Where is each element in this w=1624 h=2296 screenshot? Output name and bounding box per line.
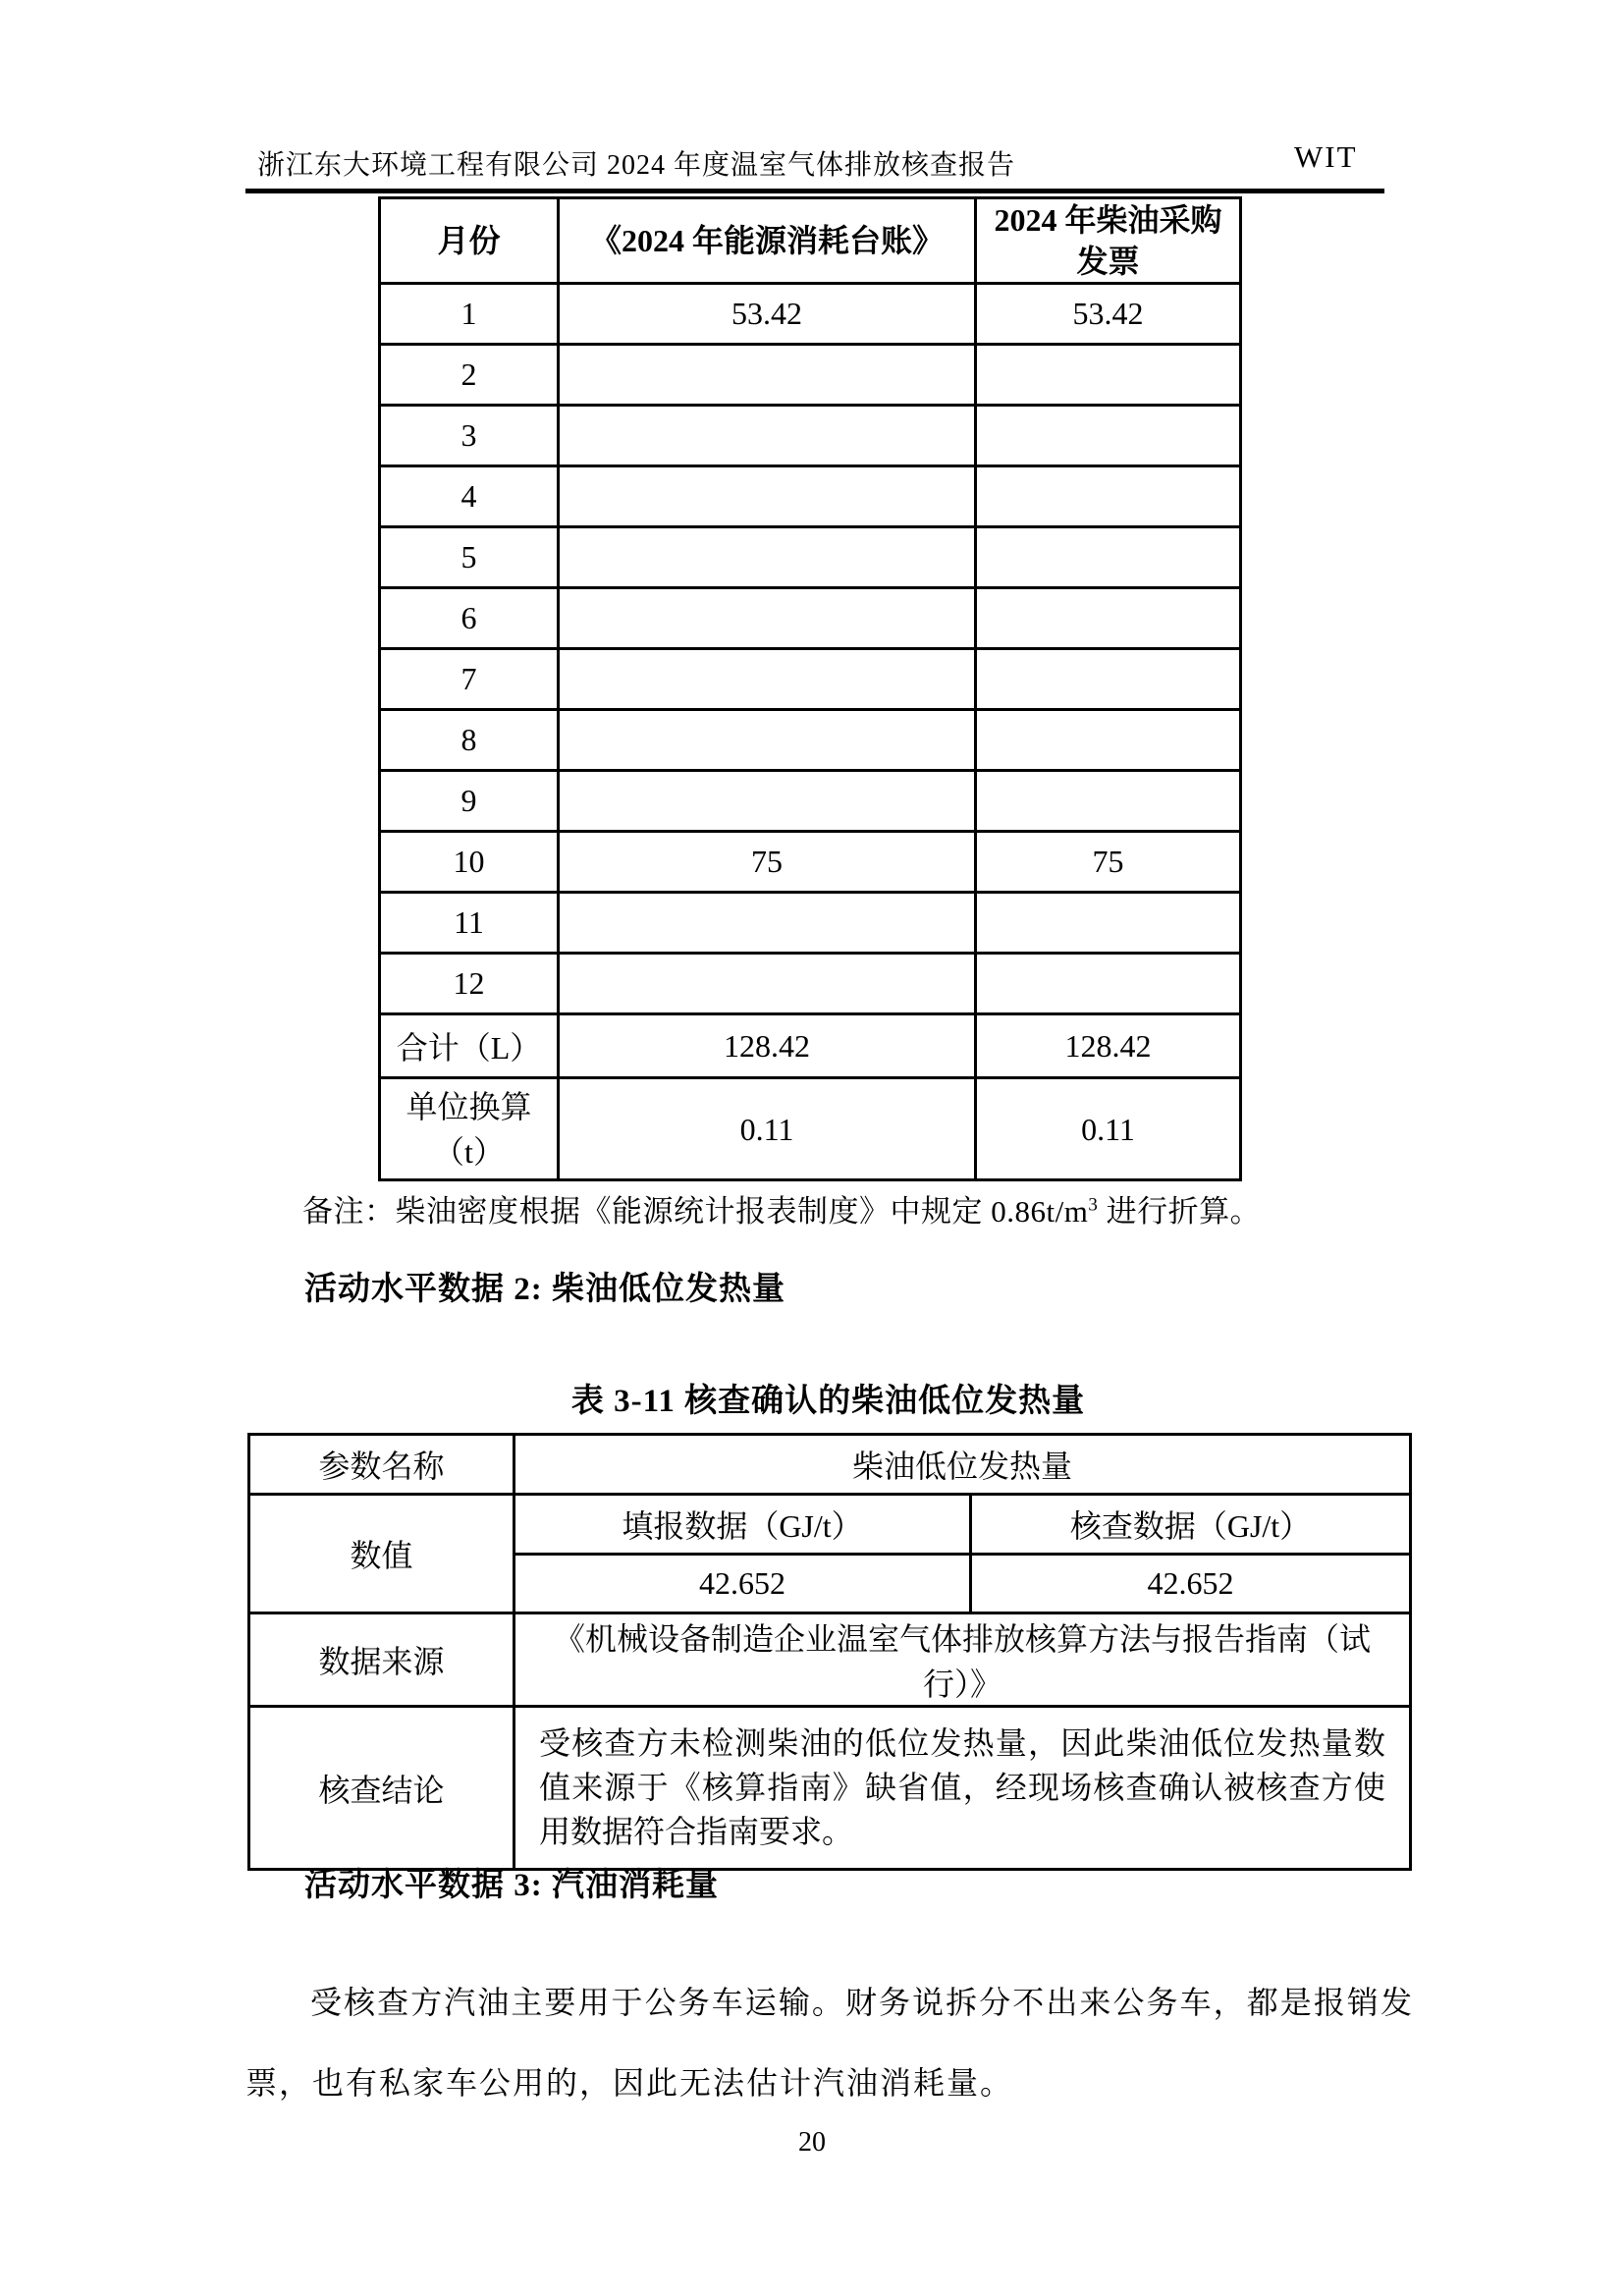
month-cell: 10 [380, 832, 559, 893]
month-cell: 5 [380, 527, 559, 588]
value-label-cell: 数值 [249, 1495, 514, 1613]
month-cell: 7 [380, 649, 559, 710]
invoice-cell [976, 771, 1241, 832]
report-header-title: 浙江东大环境工程有限公司 2024 年度温室气体排放核查报告 [257, 150, 1016, 181]
table-caption-3-11: 表 3-11 核查确认的柴油低位发热量 [570, 1384, 1086, 1419]
invoice-cell [976, 588, 1241, 649]
note-text: 备注：柴油密度根据《能源统计报表制度》中规定 0.86t/m [302, 1194, 1089, 1229]
table-row [380, 527, 1241, 588]
month-cell: 8 [380, 710, 559, 771]
gasoline-paragraph: 受核查方汽油主要用于公务车运输。财务说拆分不出来公务车，都是报销发票，也有私家车公用的，因此无法估计汽油消耗量。 [245, 1985, 1414, 2101]
conversion-label-cell: 单位换算（t） [380, 1078, 559, 1180]
param-label-cell: 参数名称 [249, 1435, 514, 1495]
conclusion-label-cell: 核查结论 [249, 1707, 514, 1870]
ledger-cell [559, 954, 976, 1014]
conversion-ledger-cell: 0.11 [559, 1078, 976, 1180]
table-row [380, 284, 1241, 345]
month-cell: 6 [380, 588, 559, 649]
invoice-cell [976, 954, 1241, 1014]
verified-header-cell: 核查数据（GJ/t） [971, 1495, 1411, 1555]
table-row [380, 832, 1241, 893]
data-source-row [249, 1613, 1411, 1707]
invoice-cell [976, 527, 1241, 588]
source-label-cell: 数据来源 [249, 1613, 514, 1707]
conversion-invoice-cell: 0.11 [976, 1078, 1241, 1180]
invoice-cell [976, 466, 1241, 527]
table-row [380, 649, 1241, 710]
month-cell: 9 [380, 771, 559, 832]
month-cell: 4 [380, 466, 559, 527]
ledger-cell [559, 771, 976, 832]
total-invoice-cell: 128.42 [976, 1014, 1241, 1078]
month-cell: 11 [380, 893, 559, 954]
verifier-logo-text: WIT [1294, 139, 1358, 174]
ledger-cell [559, 710, 976, 771]
column-header-month: 月份 [380, 198, 559, 284]
header-divider [245, 189, 1384, 193]
month-cell: 12 [380, 954, 559, 1014]
table-row [380, 954, 1241, 1014]
parameter-name-row [249, 1435, 1411, 1495]
invoice-cell [976, 345, 1241, 406]
ledger-cell: 75 [559, 832, 976, 893]
param-value-cell: 柴油低位发热量 [514, 1435, 1411, 1495]
invoice-cell [976, 710, 1241, 771]
reported-value-cell: 42.652 [514, 1555, 971, 1613]
conversion-row [380, 1078, 1241, 1180]
table-row [380, 345, 1241, 406]
ledger-cell [559, 649, 976, 710]
ledger-cell [559, 466, 976, 527]
table-row [380, 406, 1241, 466]
diesel-monthly-table [378, 196, 1242, 1181]
section-heading-gasoline: 活动水平数据 3: 汽油消耗量 [304, 1868, 719, 1903]
invoice-cell: 75 [976, 832, 1241, 893]
month-cell: 3 [380, 406, 559, 466]
reported-header-cell: 填报数据（GJ/t） [514, 1495, 971, 1555]
value-header-row [249, 1495, 1411, 1555]
ledger-cell [559, 406, 976, 466]
invoice-cell [976, 649, 1241, 710]
verified-value-cell: 42.652 [971, 1555, 1411, 1613]
table-note [302, 1186, 1261, 1230]
ledger-cell [559, 527, 976, 588]
ledger-cell [559, 893, 976, 954]
month-cell: 2 [380, 345, 559, 406]
ledger-cell [559, 345, 976, 406]
column-header-ledger: 《2024 年能源消耗台账》 [559, 198, 976, 284]
table-row [380, 466, 1241, 527]
table-header-row [380, 198, 1241, 284]
note-superscript: 3 [1088, 1194, 1099, 1216]
source-value-cell: 《机械设备制造企业温室气体排放核算方法与报告指南（试行）》 [514, 1613, 1411, 1707]
section-heading-heating-value: 活动水平数据 2: 柴油低位发热量 [304, 1272, 785, 1307]
conclusion-value-cell: 受核查方未检测柴油的低位发热量，因此柴油低位发热量数值来源于《核算指南》缺省值，经现场核查确认被核查方使用数据符合指南要求。 [514, 1707, 1411, 1870]
table-row [380, 710, 1241, 771]
month-cell: 1 [380, 284, 559, 345]
table-row [380, 893, 1241, 954]
note-text-suffix: 进行折算。 [1098, 1194, 1262, 1229]
ledger-cell [559, 588, 976, 649]
table-row [380, 771, 1241, 832]
invoice-cell: 53.42 [976, 284, 1241, 345]
total-ledger-cell: 128.42 [559, 1014, 976, 1078]
page-number: 20 [798, 2127, 826, 2158]
total-label-cell: 合计（L） [380, 1014, 559, 1078]
table-row [380, 588, 1241, 649]
invoice-cell [976, 406, 1241, 466]
column-header-invoice: 2024 年柴油采购发票 [976, 198, 1241, 284]
total-row [380, 1014, 1241, 1078]
heating-value-table [247, 1433, 1412, 1871]
conclusion-row [249, 1707, 1411, 1870]
invoice-cell [976, 893, 1241, 954]
ledger-cell: 53.42 [559, 284, 976, 345]
